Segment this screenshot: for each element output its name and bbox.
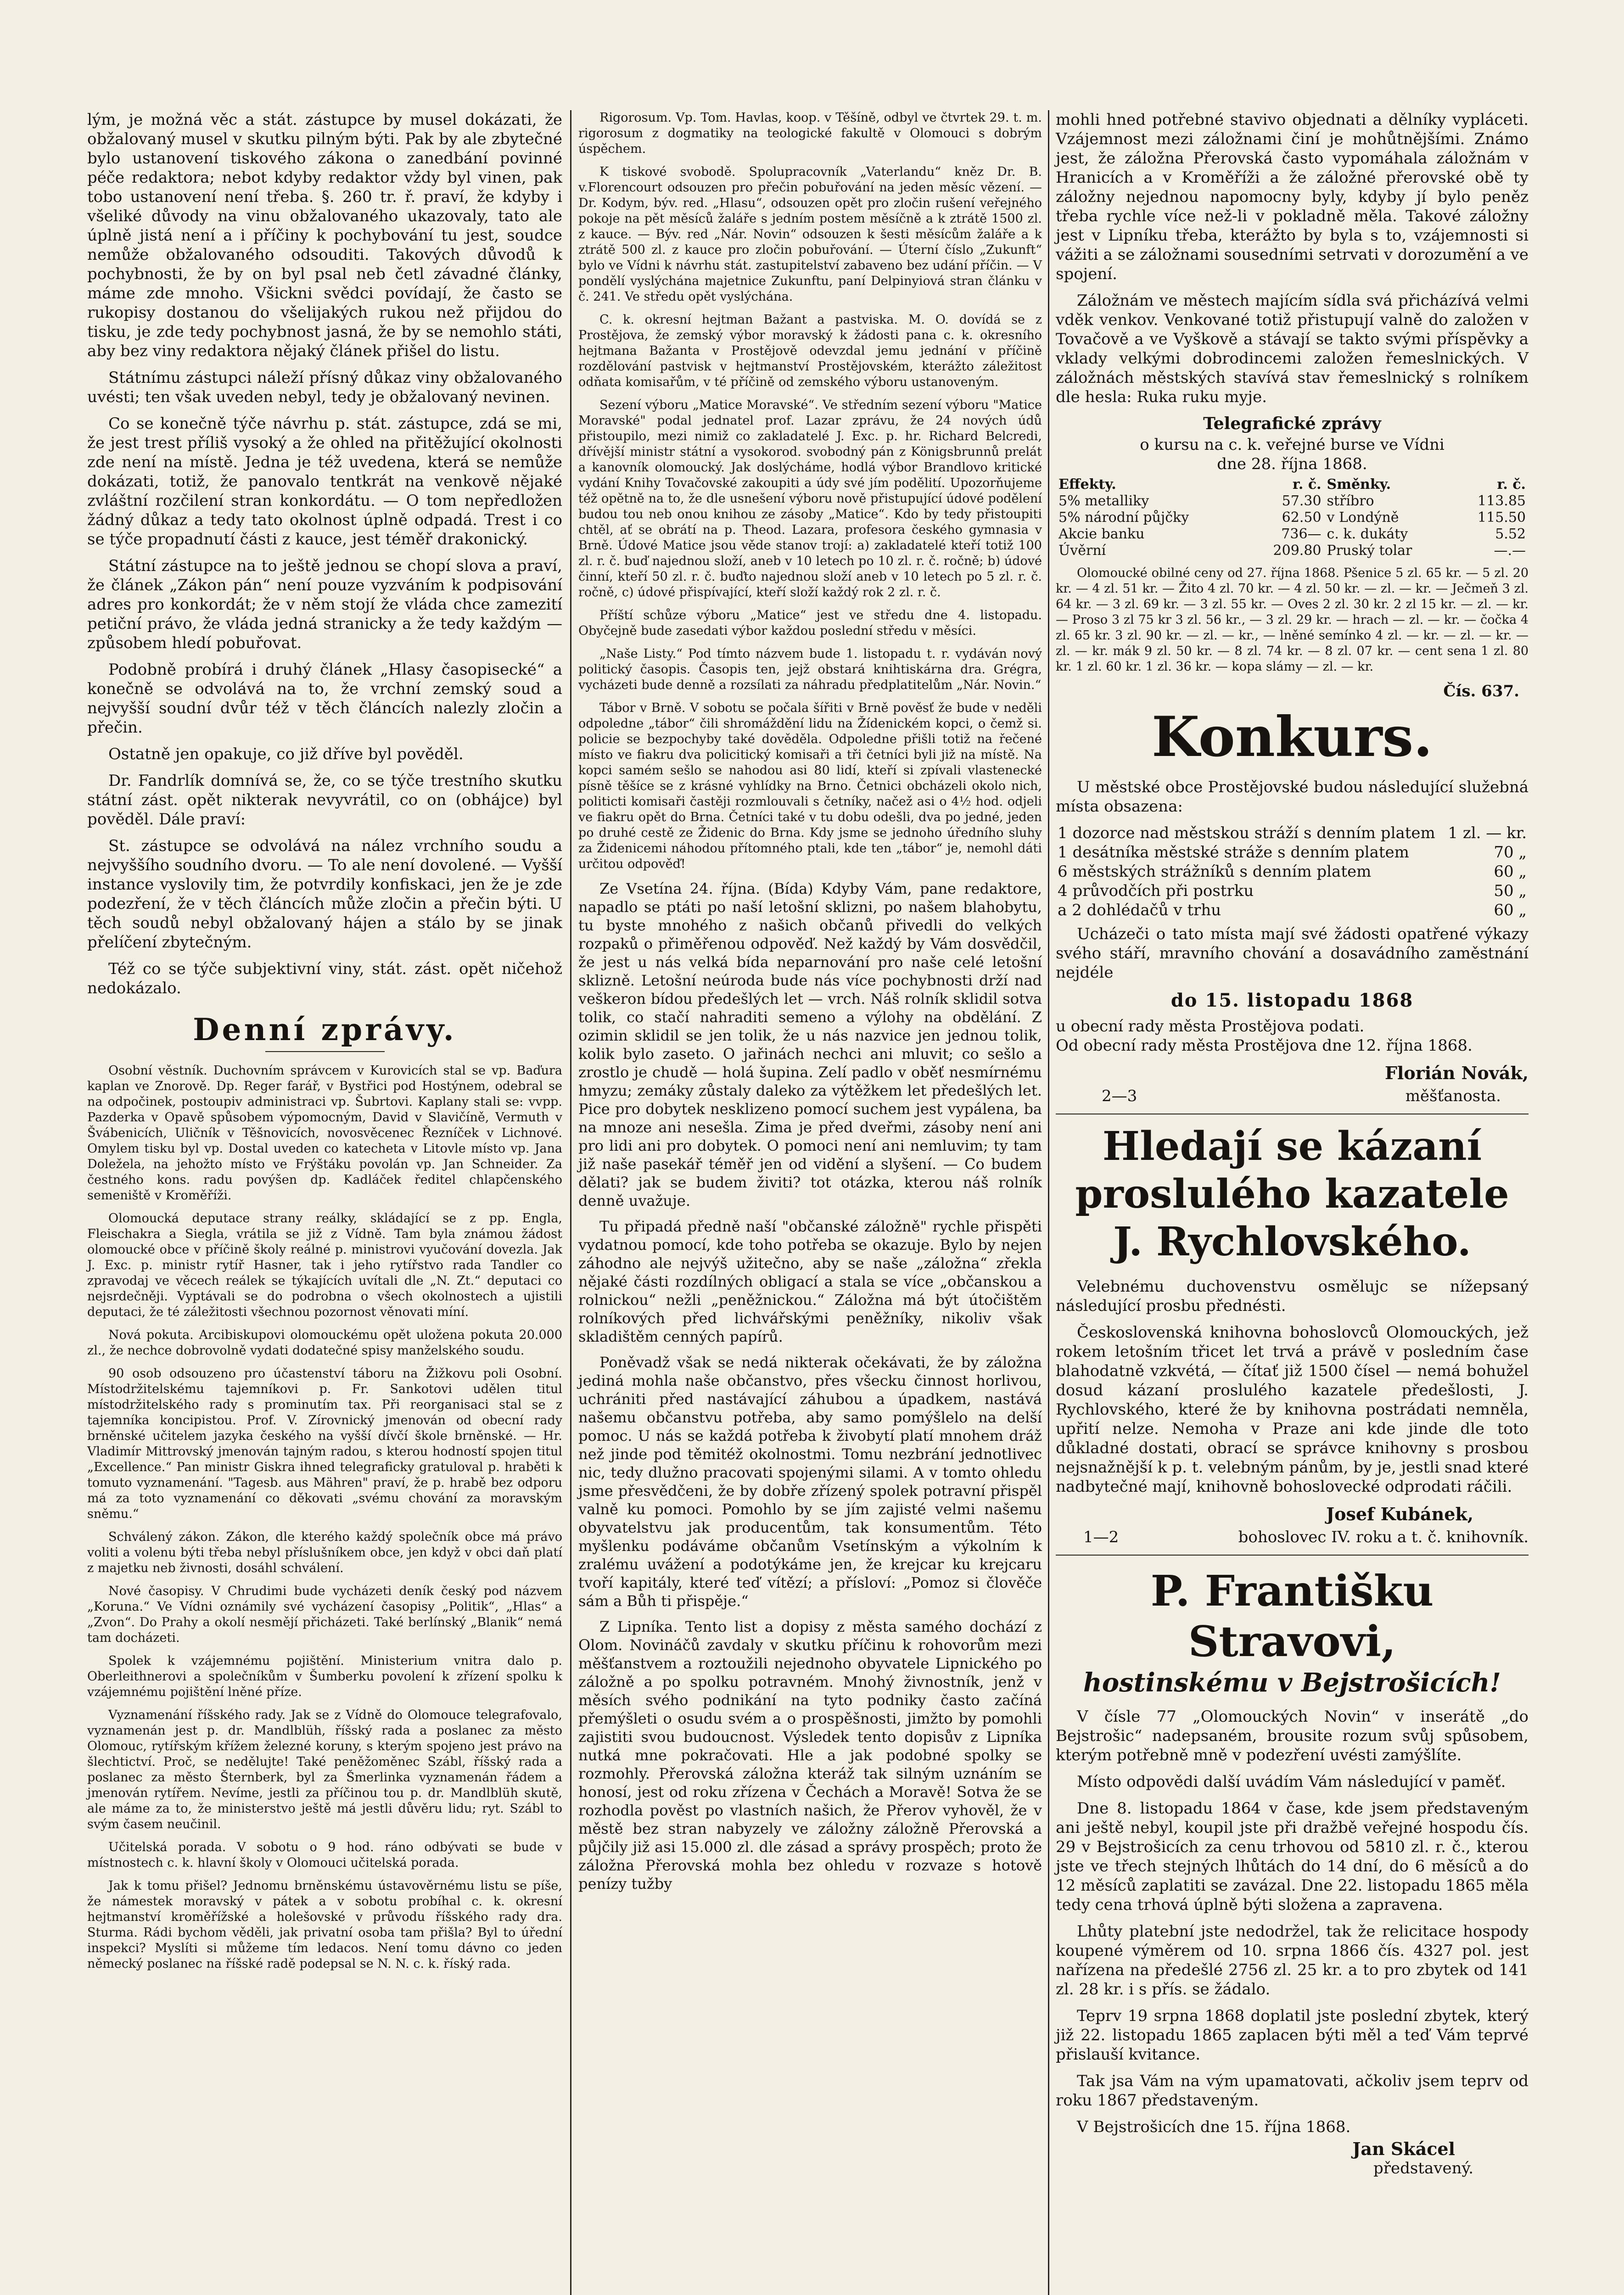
ad-signature: Josef Kubánek, xyxy=(1326,1504,1473,1524)
table-cell: 62.50 xyxy=(1282,509,1322,526)
news-item: Schválený zákon. Zákon, dle kterého každý společník obce má právo voliti a volenu býti třeba nebyl příslušníkem obce, jen když v obci daň platí z majetku neb živnosti, dosáhl schválení. xyxy=(87,1530,562,1575)
ad-paragraph: u obecní rady města Prostějova podati. xyxy=(1056,1017,1365,1036)
news-item: C. k. okresní hejtman Bažant a pastviska. M. O. dovídá se z Prostějova, že zemský výbor moravský k žádosti pana c. k. okresního hejtmana Bažanta v Prostějově odevzdal jemu jednání v příčině rozdělování pastvisk v hejtmanství Prostějovském, kterážto záležitost odňata komisařům, v té příčině od zemského výboru ustanoveným. xyxy=(578,313,1042,389)
article-paragraph: Dr. Fandrlík domnívá se, že, co se týče trestního skutku státní zást. opět nikterak nevyvrátil, co on (obhájce) byl pověděl. Dále praví: xyxy=(87,772,562,828)
news-item: Z Lipníka. Tento list a dopisy z města samého dochází z Olom. Novináčů zavdaly v skutku příčinu k rohovorům mezi měšťanstvem a roztoužili nejednoho obyvatele Lipnického po záložně a po spolku potravném. Mnohý živnostník, jenž v měsích svého podnikání na tyto podniky často začíná přemýšleti o osudu svém a o prospěšnosti, jimžto by pomohli zajistiti svou budoucnost. Výsledek tento dopisův z Lipníka nutká mne pokračovati. Hle a jak podobné spolky se rozmohly. Přerovská záložna kteráž tak silným uznáním se honosí, jest od roku zřízena v Čechách a Moravě! Sotva že se rozhodla pověst po vlastních našich, že Přerov vyhověl, že v městě bez stran nabyzely ve záložny záložně Přerovská a půjčily již asi 15.000 zl. dle zásad a správy prospěch; proto že záložna Přerovská mohla bez ohledu v rozvaze s hotově penízy tužby xyxy=(578,1618,1042,1892)
table-row xyxy=(1056,543,1529,559)
ad-subtitle: hostinskému v Bejstrošicích! xyxy=(1083,1668,1501,1698)
news-item: Sezení výboru „Matice Moravské“. Ve středním sezení výboru "Matice Moravské" podal jednatel prof. Lazar zprávu, že 24 nových údů přistoupilo, mezi nimiž co zakladatelé J. Exc. p. hr. Richard Belcredi, dřívější ministr státní a vysokorod. svobodný pán z Königsbrunnů prelát a kanovník olomoucký. Jak doslýcháme, hodlá výbor Brandlovo kritické vydání Knihy Tovačovské zakoupiti a údy své jím podělití. Upozorňujeme též opětně na to, že dle usnešení výboru nově přistupující údové podělení budou tou neb onou knihou ze zásoby „Matice“. Kdo by tedy přistoupiti chtěl, ať se obrátí na p. Theod. Lazara, profesora českého gymnasia v Brně. Údové Matice jsou věde stanov trojí: a) zakladatelé kteří totiž 100 zl. r. č. buď najednou složí, aneb v 10 letech po 10 zl. r. č. ročně; b) údové činní, kteří 50 zl. r. č. buďto najednou složí aneb v 10 letech po 5 zl. r. č. ročně, c) údové přispívající, kteří složí každý rok 2 zl. r. č. xyxy=(578,398,1042,599)
news-item: K tiskové svobodě. Spolupracovník „Vaterlandu“ kněz Dr. B. v.Florencourt odsouzen pro přečin pobuřování na jeden měsíc vězení. — Dr. Kodym, býv. red. „Hlasu“, odsouzen opět pro zločin rušení veřejného pokoje na pět měsíců žaláře s jedním postem měsíčně a k ztrátě 1500 zl. z kauce. — Býv. red „Nár. Novin“ odsouzen k šesti měsícům žaláře a k ztrátě 500 zl. z kauce pro zločin pobuřování. — Úterní číslo „Zukunft“ bylo ve Vídni k návrhu stát. zastupitelství zabaveno bez udání příčin. — V pondělí vyslýchána majetnice Zukunftu, paní Delpinyiová stran článku v č. 241. Ve středu opět vyslýchána. xyxy=(578,165,1042,304)
news-item: Rigorosum. Vp. Tom. Havlas, koop. v Těšíně, odbyl ve čtvrtek 29. t. m. rigorosum z dogmatiky na teologické fakultě v Olomouci s dobrým úspěchem. xyxy=(578,111,1042,156)
article-paragraph: Též co se týče subjektivní viny, stát. zást. opět ničehož nedokázalo. xyxy=(87,960,562,997)
news-item: Tu připadá předně naší "občanské záložně" rychle přispěti vydatnou pomocí, kde toho potřeba se okazuje. Bylo by nejen záhodno ale nejvýš užitečno, aby se naše „záložna“ zřekla nějaké části rozdílných obligací a stala se více „občanskou a rolnickou“ nežli „peněžnickou.“ Záložna má být útočištěm rolníkových před lichvářskými peněžníky, nikoliv však skladištěm cenných papírů. xyxy=(578,1218,1042,1345)
section-heading: Denní zprávy. xyxy=(193,1012,457,1047)
ad-paragraph: Místo odpovědi další uvádím Vám následující v paměť. xyxy=(1077,1773,1506,1791)
ad-signature: Jan Skácel xyxy=(1352,2138,1455,2159)
table-cell: 5.52 xyxy=(1495,526,1526,542)
article-paragraph: lým, je možná věc a stát. zástupce by musel dokázati, že obžalovaný musel v skutku pilným býti. Pak by ale zbytečné bylo ustanovení tiskového zákona o zanedbání povinné péče redaktora; nebot kdyby redaktor vždy byl vinen, pak tobo ustanovení není třeba. §. 260 tr. ř. praví, že kdyby i všeliké důvody na vinu obžalovaného ukazovaly, tato ale úplně jistá není a i příčiny k pochybování tu jest, soudce nemůže obžalovaného odsouditi. Takových důvodů k pochybnosti, že by on byl psal neb četl závadné články, máme zde mnoho. Všickni svědci povídají, že často se rukopisy dostanou do všelijakých rukou než přijdou do tisku, je zde tedy pochybnost jasná, že by se nemohlo státi, aby bez viny redaktora nějaký článek přišel do listu. xyxy=(87,111,562,360)
table-cell: 209.80 xyxy=(1273,543,1322,559)
ad-signature-title: představený. xyxy=(1373,2159,1473,2177)
ad-paragraph: Od obecní rady města Prostějova dne 12. října 1868. xyxy=(1056,1036,1473,1055)
ad-signature-title: měšťanosta. xyxy=(1405,1087,1501,1105)
heading-rule xyxy=(265,1051,385,1052)
position-name: 4 průvodčích při postrku xyxy=(1058,882,1254,900)
table-cell: Úvěrní xyxy=(1058,543,1106,559)
news-item: 90 osob odsouzeno pro účastenství táboru na Žižkovu poli Osobní. Místodržitelskému tajemníkovi p. Fr. Sankotovi udělen titul místodržitelského rady s prominutím tax. Při reorganisaci stal se z tajemníka koncipistou. Prof. V. Zírovnický jmenován od obecní rady brněnské učitelem jazyka českého na vyšší dívčí škole brněnské. — Hr. Vladimír Mittrovský jmenován tajným radou, s kterou hodností spojen titul „Excellence.“ Pan ministr Giskra ihned telegraficky gratuloval p. hraběti k tomuto vyznamenání. "Tagesb. aus Mähren" praví, že p. hrabě bez odporu má za toto vyznamenání co děkovati „svému chování za moravským sněmu.“ xyxy=(87,1366,562,1521)
article-paragraph: Co se konečně týče návrhu p. stát. zástupce, zdá se mi, že jest trest příliš vysoký a že ohled na přitěžující okolnosti zde není na místě. Jedna je též uvedena, která se nemůže dokázati, totiž, že panovalo tentkrát na venkově nějaké zvláštní rozčilení stran konkordátu. — O tom nepředložen žádný důkaz a tedy tato okolnost úplně odpadá. Trest i co se týče propadnutí části z kauce, jest téměř drakonický. xyxy=(87,414,562,549)
position-name: 6 městských strážníků s denním platem xyxy=(1058,862,1372,881)
table-cell: 5% metalliky xyxy=(1058,493,1149,509)
news-item: Olomoucká deputace strany reálky, skládající se z pp. Engla, Fleischakra a Siegla, vrátila se již z Vídně. Tam byla známou žádost olomoucké obce v příčině školy reálné p. ministrovi vyučování dovezla. Jak J. Exc. p. ministr rytíř Hasner, tak i jeho rytířstvo rada Tandler co zpravodaj ve věcech reálek se týkajících uvítali dle „N. Zt.“ deputaci co nejsrdečněji. Vyptávali se do podrobna o všech okolnostech a ujistili deputaci, že té záležitosti všechnou pozornost věnovati míní. xyxy=(87,1211,562,1319)
telegraph-title: Telegrafické zprávy xyxy=(1203,414,1381,433)
ad-signature: Florián Novák, xyxy=(1384,1063,1529,1083)
table-cell: Akcie banku xyxy=(1058,526,1145,542)
ad-title-stravovi: P. Františku Stravovi, xyxy=(1150,1566,1434,1666)
ad-signature-title: bohoslovec IV. roku a t. č. knihovník. xyxy=(1238,1528,1529,1546)
article-paragraph: Státnímu zástupci náleží přísný důkaz viny obžalovaného uvésti; ten však uveden nebyl, tedy je obžalovaný nevinen. xyxy=(87,369,562,406)
list-item xyxy=(1056,901,1529,920)
news-item: Učitelská porada. V sobotu o 9 hod. ráno odbývati se bude v místnostech c. k. hlavní školy v Olomouci učitelská porada. xyxy=(87,1840,562,1870)
table-cell: —.— xyxy=(1494,543,1526,559)
table-cell: 115.50 xyxy=(1478,509,1526,526)
table-cell: stříbro xyxy=(1327,493,1374,509)
position-pay: 1 zl. — kr. xyxy=(1448,824,1527,842)
ad-paragraph: U městské obce Prostějovské budou následující služebná místa obsazena: xyxy=(1056,778,1529,816)
ad-divider xyxy=(1056,1555,1529,1556)
table-cell: Pruský tolar xyxy=(1327,543,1412,559)
column-header: Směnky. xyxy=(1327,476,1391,493)
ad-paragraph: V čísle 77 „Olomouckých Novin“ v inserátě „do Bejstrošic“ nadepsaném, brousite rozum svůj spůsobem, kterým potřebně mně v podezření uvésti zamýšlíte. xyxy=(1056,1707,1529,1764)
list-item xyxy=(1056,881,1529,901)
list-item xyxy=(1056,843,1529,862)
ad-paragraph: Dne 8. listopadu 1864 v čase, kde jsem představeným ani ještě nebyl, koupil jste při dražbě veřejné hospodu čís. 29 v Bejstrošicích za cenu trhovou od 5810 zl. r. č., kterou jste ve třech stejných lhůtách do 14 dní, do 6 měsíců a do 12 měsíců zaplatiti se zavázal. Dne 22. listopadu 1865 měla tedy cena trhová úplně býti složena a zapravena. xyxy=(1056,1799,1529,1914)
table-row xyxy=(1056,509,1529,526)
position-name: a 2 dohlédačů v trhu xyxy=(1058,901,1221,919)
table-cell: 5% národní půjčky xyxy=(1058,509,1189,526)
ad-paragraph: Tak jsa Vám na vým upamatovati, ačkoliv jsem teprv od roku 1867 představeným. xyxy=(1056,2072,1529,2110)
ad-deadline: do 15. listopadu 1868 xyxy=(1170,990,1414,1011)
column-right xyxy=(1056,110,1529,2177)
list-item xyxy=(1056,823,1529,843)
position-pay: 70 „ xyxy=(1494,843,1527,862)
news-item: Jak k tomu přišel? Jednomu brněnskému ústavověrnému listu se píše, že námestek moravský v pátek a v sobotu probíhal c. k. okresní hejtmanství kroměřížské a holešovské v průvodu říšského rady dra. Sturma. Rádi bychom věděli, jak privatní osoba tam přišla? Byl to úřední inspekci? Myslíti si můžeme tím ledacos. Není tomu dávno co jeden německý poslanec na říšské radě podepsal se N. N. c. k. říský rada. xyxy=(87,1879,562,1971)
news-item: „Naše Listy.“ Pod tímto názvem bude 1. listopadu t. r. vydáván nový politický časopis. Časopis ten, jejž obstará knihtiskárna dra. Grégra, vycházeti bude denně a rozsílati za náhradu předplatitelům „Nár. Novin.“ xyxy=(578,647,1042,692)
ad-paragraph: Ucházeči o tato místa mají své žádosti opatřené výkazy svého stáří, mravního chování a dosavádního zaměstnání nejdéle xyxy=(1056,925,1529,982)
list-item xyxy=(1056,862,1529,881)
ad-signature-row xyxy=(1056,1087,1529,1105)
column-header: r. č. xyxy=(1292,476,1322,493)
news-item: Nové časopisy. V Chrudimi bude vycházeti deník český pod názvem „Koruna.“ Ve Vídni oznámily své vycházení časopisy „Politik“, „Hlas“ a „Zvon“. Do Prahy a okolí nesmějí přicházeti. Také berlínský „Blanik“ nemá tam docházeti. xyxy=(87,1584,562,1645)
news-item: Ze Vsetína 24. října. (Bída) Kdyby Vám, pane redaktore, napadlo se ptáti po naší letošní sklizni, po našem blahobytu, tu byste mnohého z našich občanů přivedli do velkých rozpaků o přiměřenou odpověď. Než každý by Vám dosvědčil, že jest u nás velká bída neparnování pro naše celé letošní sklizně. Letošní neúroda bude nás více pochybnosti drží nad veškeron bídou předešlých let — vrch. Náš rolník sklidil sotva tolik, co stačí nahraditi semeno a výlohy na obdělání. Z ozimin sklidil se jen tolik, že u nás nazvice jen jednou tolik, kolik bylo zaseto. O jařinách nechci ani mluvit; co sešlo a zrostlo je chudě — holá šupina. Zelí padlo v oběť nesmírnému hmyzu; zemáky zůstaly daleko za výtěžkem let předešlých let. Pice pro dobytek nesklizeno pomocí suchem jest vypálena, ba na mnoze ani nesešla. Zima je před dveřmi, zásoby není ani pro lidi ani pro dobytek. O pomoci není ani nemluvim; ty tam již naše pasekář téměř jen od vidění a slyšení. — Co budem dělati? jak se budem živiti? tot otázka, kterou náš rolník denně uvažuje. xyxy=(578,880,1042,1209)
ad-title-sermons: Hledají se kázaní proslulého kazatele J. Rychlovského. xyxy=(1075,1123,1509,1265)
ad-signature-row xyxy=(1056,1528,1529,1546)
news-item: Osobní věstník. Duchovním správcem v Kurovicích stal se vp. Baďura kaplan ve Znorově. Dp. Reger farář, v Bystřici pod Hostýnem, odebral se na odpočinek, postoupiv administraci vp. Šubrtovi. Kaplany stali se: vvpp. Pazderka v Opavě spůsobem výpomocným, David v Slavičíně, Vermuth v Švábenicích, Uličník v Těšnovicích, novosvěcenec Řezníček v Lichnové. Omylem tisku byl vp. Dostal uveden co katecheta v Litovle místo vp. Jana Doležela, na jehožto místo ve Frýštáku povolán vp. Jan Schneider. Za čestného kons. radu povýšen dp. Kadláček ředitel chlapčenského semeniště v Kroměříži. xyxy=(87,1064,562,1203)
ad-paragraph: Lhůty platební jste nedodržel, tak že relicitace hospody koupené výměrem od 10. srpna 1866 čís. 4327 pol. jest nařízena na předešlé 2756 zl. 25 kr. a to pro zbytek od 141 zl. 28 kr. i s přís. se žádalo. xyxy=(1056,1922,1529,1998)
column-header: r. č. xyxy=(1497,476,1526,493)
ad-paragraph: Velebnému duchovenstvu osmělujc se nížepsaný následující prosbu přednésti. xyxy=(1056,1277,1529,1315)
table-cell: 57.30 xyxy=(1282,493,1322,509)
position-pay: 60 „ xyxy=(1494,901,1527,919)
grain-prices: Olomoucké obilné ceny od 27. října 1868. Pšenice 5 zl. 65 kr. — 5 zl. 20 kr. — 4 zl. 51 kr. — Žito 4 zl. 70 kr. — 4 zl. 50 kr. — zl. — kr. — Ječmeň 3 zl. 64 kr. — 3 zl. 69 kr. — 3 zl. 55 kr. — Oves 2 zl. 30 kr. 2 zl 15 kr. — zl. — kr. — Proso 3 zl 75 kr 3 zl. 56 kr., — 3 zl. 29 kr. — hrach — zl. — kr. — čočka 4 zl. 65 kr. 3 zl. 90 kr. — zl. — kr., — lněné semínko 4 zl. — kr. — zl. — kr. — zl. — kr. mák 9 zl. 50 kr. — 8 zl. 74 kr. — 8 zl. 07 kr. — cent sena 1 zl. 80 kr. 1 zl. 60 kr. 1 zl. 36 kr. — kopa slámy — zl. — kr. xyxy=(1056,566,1529,674)
positions-list xyxy=(1056,823,1529,920)
position-name: 1 dozorce nad městskou stráží s denním platem xyxy=(1058,824,1435,842)
table-cell: v Londýně xyxy=(1327,509,1399,526)
news-item: Příští schůze výboru „Matice“ jest ve středu dne 4. listopadu. Obyčejně bude zasedati výbor každou poslední středu v měsíci. xyxy=(578,608,1042,638)
table-row xyxy=(1056,493,1529,509)
article-paragraph: Ostatně jen opakuje, co již dříve byl pověděl. xyxy=(108,745,464,763)
ad-paragraph: V Bejstrošicích dne 15. října 1868. xyxy=(1077,2118,1351,2136)
column-left xyxy=(87,110,562,1979)
column-divider xyxy=(1048,110,1049,2295)
news-item: Vyznamenání říšského rady. Jak se z Vídně do Olomouce telegrafovalo, vyznamenán jest p. dr. Mandlblüh, říšský rada a poslanec za město Olomouc, rytířským křížem železné koruny, s kterým spojeno jest právo na šlechtictví. Proč, se nedělujte! Také peněžoměnec Szábl, říšský rada a poslanec za město Šternberk, byl za Šmerlinka vyznamenán řádem a jmenován rytířem. Nevíme, jestli za příčinou tou p. dr. Mandlblüh skutě, ale máme za to, že ministerstvo ještě má jestli důvěru lidu; ryt. Szábl to svým časem neučinil. xyxy=(87,1708,562,1831)
article-paragraph: Podobně probírá i druhý článek „Hlasy časopisecké“ a konečně se odvolává na to, že vrchní zemský soud a nejvyšší soudní dvůr též v těch článcích nalezly zločin a přečin. xyxy=(87,661,562,737)
ad-title-konkurs: Konkurs. xyxy=(1152,705,1433,769)
position-pay: 60 „ xyxy=(1494,862,1527,881)
column-middle xyxy=(578,110,1042,1900)
table-cell: c. k. dukáty xyxy=(1327,526,1408,542)
article-paragraph: Státní zástupce na to ještě jednou se chopí slova a praví, že článek „Zákon pán“ není pouze vyzváním k podpisování adres pro konkordát; že v něm stojí že vláda chce zamezití petiční právo, že vláda jedná stranicky a že tedy každým — způsobem hledí pobuřovat. xyxy=(87,557,562,652)
table-cell: 736— xyxy=(1281,526,1322,542)
telegraph-date: dne 28. října 1868. xyxy=(1217,455,1367,473)
article-paragraph: St. zástupce se odvolává na nález vrchního soudu a nejvyššího soudního dvoru. — To ale není dovolené. — Vyšší instance vyslovily tim, že potvrdily konfiskaci, jen že je zde podezření, že v těch článcích může zločin a přečin býti. U těch soudů nebyl obžalovaný hájen a stálo by se jinak přelíčení zbytečným. xyxy=(87,837,562,952)
news-item: Tábor v Brně. V sobotu se počala šířiti v Brně pověsť že bude v neděli odpoledne „tábor“ čili shromáždění lidu na Žídenickém kopci, o čemž si. policie se bezpochyby také dověděla. Odpoledne přišli totiž na řečené místo ve fiakru dva policitický komisaři a tři četníci byli již na místě. Na kopci samém sešlo se nahodou asi 80 lidí, kteří si zpívali vlastenecké písně těšíce se z krásné vyhlídky na Brno. Četnici obcházeli okolo nich, politicti komisaři častěji rozmlouvali s četníky, načež asi o 4½ hod. odjeli ve fiakru opět do Brna. Četníci také v tu dobu odešli, dva po jedné, jeden po druhé cestě ze Židenic do Brna. Kdy jsme se jednoho úředního sluhy za Židenicemi náhodou přítomného ptali, kde ten „tábor“ je, nemohl dáti určitou odpověď! xyxy=(578,701,1042,871)
table-row xyxy=(1056,526,1529,543)
column-divider xyxy=(570,110,571,2295)
position-pay: 50 „ xyxy=(1494,882,1527,900)
ad-paragraph: Československá knihovna bohoslovců Olomouckých, jež rokem letošním třicet let trvá a právě v posledním čase blahodatně vzkvétá, — čítať již 1500 čísel — nemá bohužel dosud kázaní proslulého kazatele předešlosti, J. Rychlovského, které že by knihovna postrádati nemněla, upřití nelze. Nemoha v Praze ani kde jinde dle toto důkladné dostati, obrací se správce knihovny s prosbou nejsnažnější k p. t. velebným pánům, by je, jestli snad které nadbytečné mají, knihovně bohoslovecké odprodati ráčili. xyxy=(1056,1323,1529,1496)
article-paragraph: mohli hned potřebné stavivo objednati a dělníky vypláceti. Vzájemnost mezi záložnami činí je mohůtnějšími. Známo jest, že záložna Přerovská často vypomáhala záložnám v Hranicích a v Kroměříži a že záložné přerovské obě ty záložny nejednou napomocny byly, kdyby jí bylo peněz třeba rychle více než-li v pokladně měla. Takové záložny jest v Lipníku třeba, kterážto by byla s to, vzájemnosti si vážiti a se záložnami sousedními setrvati v dorozumění a ve spojení. xyxy=(1056,111,1529,283)
news-item: Nová pokuta. Arcibiskupovi olomouckému opět uložena pokuta 20.000 zl., že nechce dobrovolně vydati dodatečné spisy manželského soudu. xyxy=(87,1328,562,1358)
news-item: Poněvadž však se nedá nikterak očekávati, že by záložna jediná mohla naše občanstvo, přes všecku činnost horlivou, uchrániti před nastávající záhubou a úpadkem, nastává našemu občanstvu potřeba, aby samo pomýšlelo na delší pomoc. U nás se každá potřeba k živobytí platí mnohem dráž než jinde pod těmitéž okolnostmi. Tomu nezbrání jednotlivec nic, tedy dlužno pracovati spojenými silami. A v tomto ohledu jsme přesvědčeni, že by dobře zřízený spolek potravní přispěl valně ku pomoci. Pomohlo by se jím zajisté velmi našemu obyvatelstvu jak producentům, tak konsumentům. Této myšlenku podáváme občanům Vsetínským a výkolním k zralému uvážení a podotýkáme jen, že krejcar ku krejcaru tvoří kapitály, které teď vítězí; a přísloví: „Pomoz si člověče sám a Bůh ti přispěje.“ xyxy=(578,1354,1042,1610)
ad-number: 2—3 xyxy=(1102,1087,1137,1105)
telegraph-subtitle: o kursu na c. k. veřejné burse ve Vídni xyxy=(1140,436,1445,454)
column-header: Effekty. xyxy=(1058,476,1116,493)
ad-number: Čís. 637. xyxy=(1443,682,1519,700)
ad-paragraph: Teprv 19 srpna 1868 doplatil jste poslední zbytek, který již 22. listopadu 1865 zaplacen býti měl a teď Vám teprvé přislauší kvitance. xyxy=(1056,2007,1529,2064)
news-item: Spolek k vzájemnému pojištění. Ministerium vnitra dalo p. Oberleithnerovi a společníkům v Šumberku povolení k zřízení spolku k vzájemnému pojištění lněné příze. xyxy=(87,1654,562,1699)
table-cell: 113.85 xyxy=(1478,493,1526,509)
article-paragraph: Záložnám ve městech majícím sídla svá přicházívá velmi vděk venkov. Venkované totiž přistupují valně do založen v Tovačově a ve Vyškově a stávají se takto svými příspěvky a vklady velkými dobrodincemi založen řemeslnických. V záložnách městských stavívá stav řemeslnický s rolníkem dle hesla: Ruka ruku myje. xyxy=(1056,291,1529,406)
table-header xyxy=(1056,476,1529,493)
position-name: 1 desátníka městské stráže s denním platem xyxy=(1058,843,1409,862)
ad-number: 1—2 xyxy=(1083,1528,1119,1546)
exchange-table xyxy=(1056,476,1529,559)
